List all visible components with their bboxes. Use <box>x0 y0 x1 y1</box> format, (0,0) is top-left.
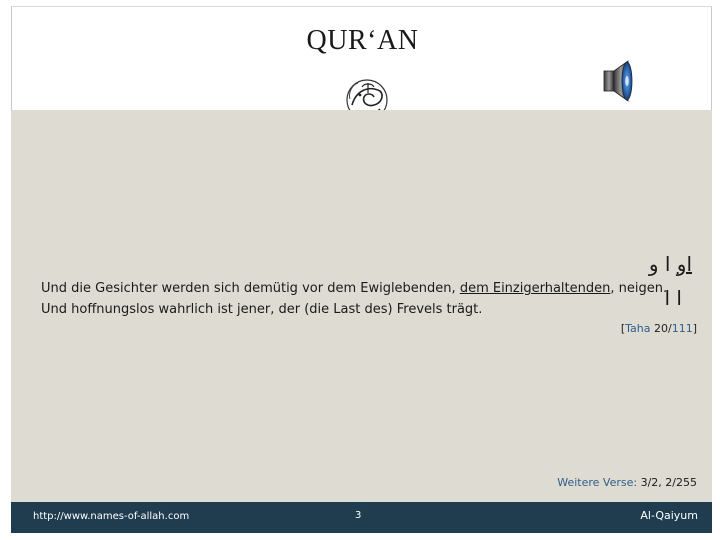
slide-content <box>11 110 712 502</box>
arabic-verse-line1 <box>649 252 692 276</box>
ref-sura-name: Taha <box>625 322 651 335</box>
arabic-word: ا و <box>648 252 671 276</box>
more-verses <box>557 476 697 489</box>
verse-translation <box>41 278 691 320</box>
arabic-verse-line2: ا ا <box>664 286 682 310</box>
speaker-icon[interactable] <box>602 59 636 103</box>
slide-header <box>11 6 712 110</box>
more-verses-label: Weitere Verse: <box>557 476 638 489</box>
ref-open-bracket: [ <box>620 322 626 335</box>
arabic-underlined-word: او <box>676 252 692 276</box>
ref-number: 20/ <box>654 322 672 335</box>
translation-part1: Und die Gesichter werden sich demütig vor dem Ewiglebenden, <box>41 281 460 296</box>
translation-underlined-phrase: dem Einzigerhaltenden <box>459 281 611 296</box>
more-verses-values: 3/2, 2/255 <box>640 476 697 489</box>
ref-verse-number: 111 <box>671 322 693 335</box>
slide-title: QUR‘AN <box>306 25 419 56</box>
ref-close-bracket: ] <box>692 322 697 335</box>
slide-footer <box>11 502 712 533</box>
footer-name: Al-Qaiyum <box>640 509 698 522</box>
translation-part3: , neigen. Und hoffnungslos wahrlich ist jener, der (die Last des) Frevels trägt. <box>41 281 668 317</box>
verse-reference <box>621 322 697 335</box>
page-number: 3 <box>355 510 362 521</box>
footer-url[interactable]: http://www.names-of-allah.com <box>33 511 190 522</box>
